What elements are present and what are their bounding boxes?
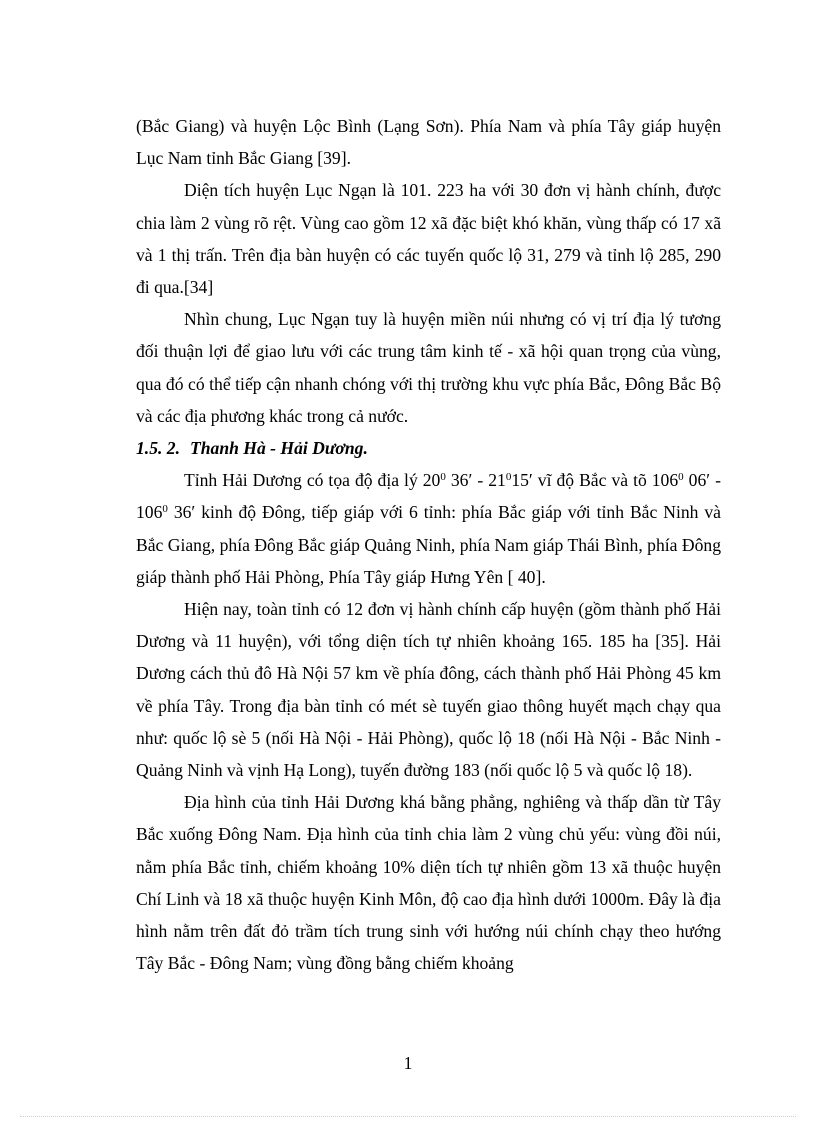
paragraph-hai-duong-terrain: Địa hình của tỉnh Hải Dương khá bằng phẳng, nghiêng và thấp dần từ Tây Bắc xuống Đông Nam. Địa hình của tỉnh chia làm 2 vùng chủ yếu: vùng đồi núi, nằm phía Bắc tỉnh, chiếm khoảng 10% diện tích tự nhiên gồm 13 xã thuộc huyện Chí Linh và 18 xã thuộc huyện Kinh Môn, độ cao địa hình dưới 1000m. Đây là địa hình nằm trên đất đỏ trầm tích trung sinh với hướng núi chính chạy theo hướng Tây Bắc - Đông Nam; vùng đồng bằng chiếm khoảng <box>136 792 721 974</box>
paragraph-hai-duong-admin: Hiện nay, toàn tỉnh có 12 đơn vị hành chính cấp huyện (gồm thành phố Hải Dương và 11 huyện), với tổng diện tích tự nhiên khoảng 165. 185 ha [35]. Hải Dương cách thủ đô Hà Nội 57 km về phía đông, cách thành phố Hải Phòng 45 km về phía Tây. Trong địa bàn tỉnh có mét sè tuyến giao thông huyết mạch chạy qua như: quốc lộ sè 5 (nối Hà Nội - Hải Phòng), quốc lộ 18 (nối Hà Nội - Bắc Ninh - Quảng Ninh và vịnh Hạ Long), tuyến đường 183 (nối quốc lộ 5 và quốc lộ 18). <box>136 599 721 781</box>
paragraph-luc-ngan-area: Diện tích huyện Lục Ngạn là 101. 223 ha với 30 đơn vị hành chính, được chia làm 2 vùng rõ rệt. Vùng cao gồm 12 xã đặc biệt khó khăn, vùng thấp có 17 xã và 1 thị trấn. Trên địa bàn huyện có các tuyến quốc lộ 31, 279 và tỉnh lộ 285, 290 đi qua.[34] <box>136 180 721 298</box>
coord-text-3: 15′ vĩ độ Bắc và tõ 106 <box>511 470 679 491</box>
section-number: 1.5. 2. <box>136 438 180 459</box>
coord-text-1: Tỉnh Hải Dương có tọa độ địa lý 20 <box>184 470 441 491</box>
paragraph-location-continuation: (Bắc Giang) và huyện Lộc Bình (Lạng Sơn). Phía Nam và phía Tây giáp huyện Lục Nam tỉnh Bắc Giang [39]. <box>136 116 721 169</box>
page-number: 1 <box>403 1053 413 1073</box>
paragraph-luc-ngan-summary: Nhìn chung, Lục Ngạn tuy là huyện miền núi nhưng có vị trí địa lý tương đối thuận lợi để giao lưu với các trung tâm kinh tế - xã hội quan trọng của vùng, qua đó có thể tiếp cận nhanh chóng với thị trường khu vực phía Bắc, Đông Bắc Bộ và các địa phương khác trong cả nước. <box>136 309 721 426</box>
coord-text-4: 06′ - 106 <box>136 470 721 523</box>
page-bottom-divider <box>20 1116 796 1117</box>
degree-superscript: 0 <box>162 503 168 516</box>
degree-superscript: 0 <box>505 471 512 484</box>
coord-text-2: 36′ - 21 <box>445 470 506 491</box>
degree-superscript: 0 <box>440 471 446 484</box>
document-body <box>136 110 721 979</box>
paragraph-hai-duong-coordinates <box>136 464 721 593</box>
degree-superscript: 0 <box>678 471 684 484</box>
coord-text-5: 36′ kinh độ Đông, tiếp giáp với 6 tỉnh: phía Bắc giáp với tỉnh Bắc Ninh và Bắc Giang, phía Đông Bắc giáp Quảng Ninh, phía Nam giáp Thái Bình, phía Đông giáp thành phố Hải Phòng, Phía Tây giáp Hưng Yên [ 40]. <box>136 502 721 587</box>
section-heading <box>136 432 721 464</box>
section-title: Thanh Hà - Hải Dương. <box>189 438 368 459</box>
